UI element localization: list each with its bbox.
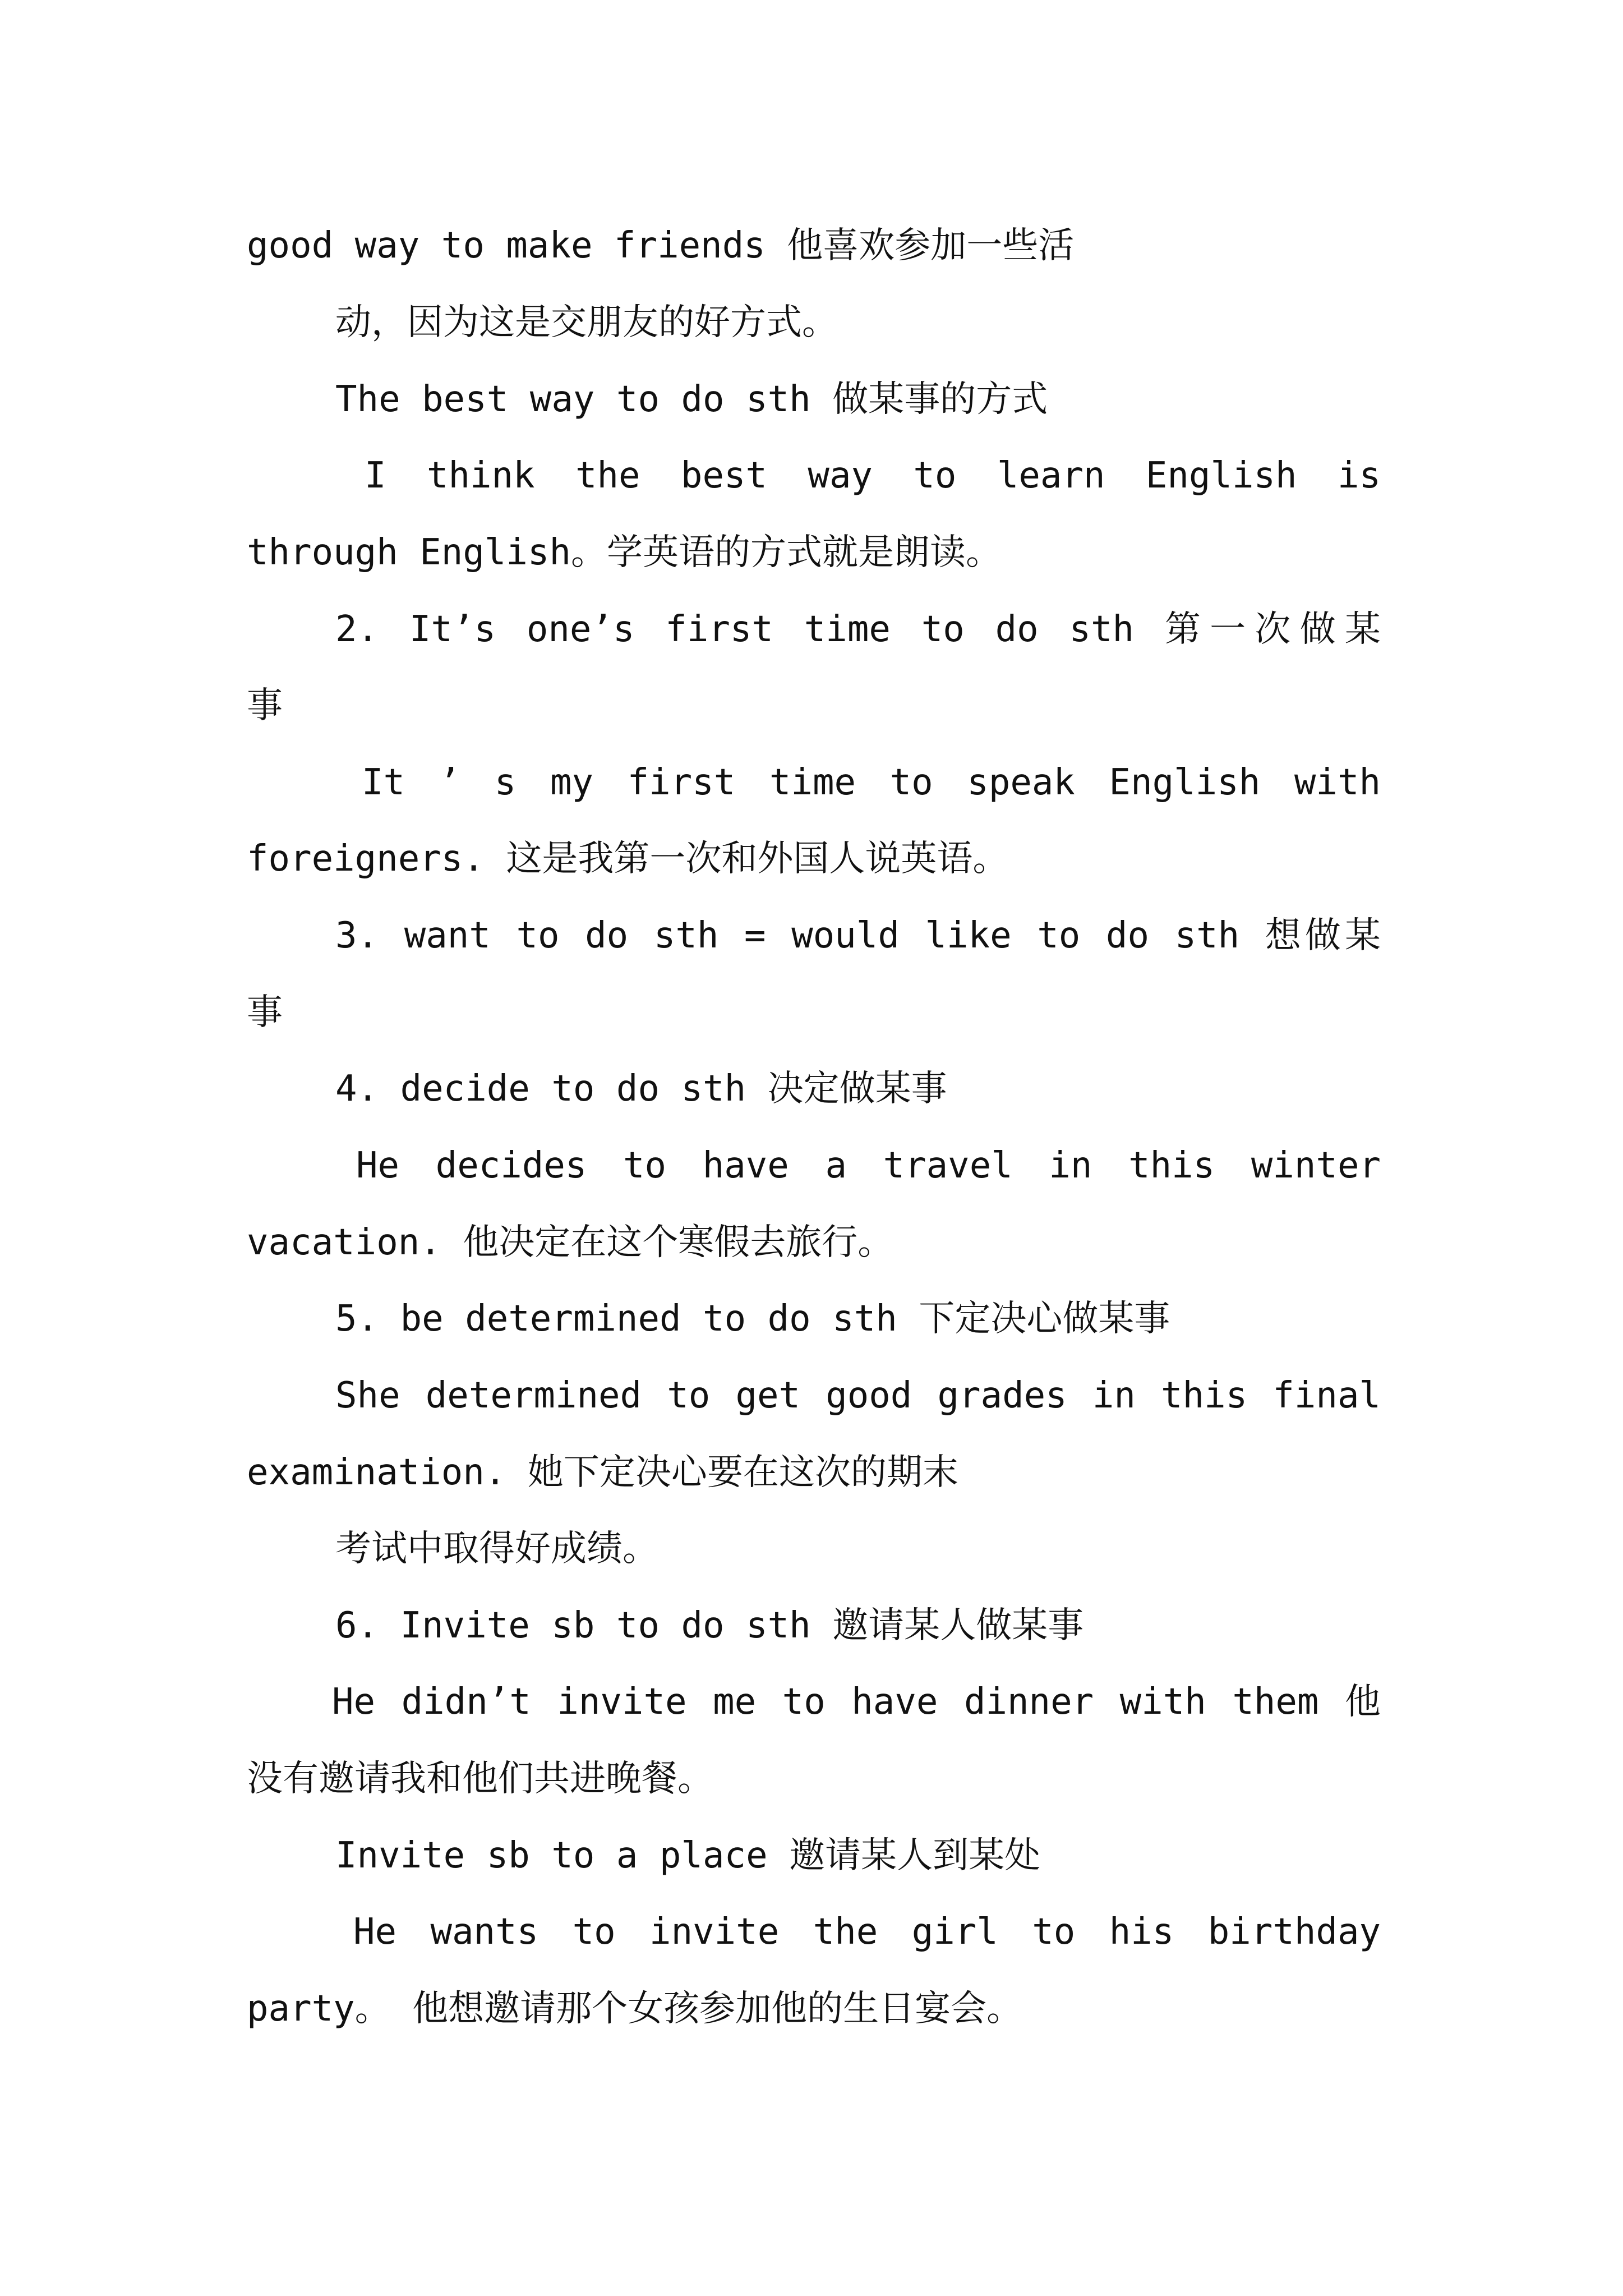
text-line-12: 4. decide to do sth 决定做某事	[335, 1068, 947, 1110]
text-line-5: through English。学英语的方式就是朗读。	[247, 532, 1002, 573]
text-line-2: 动，因为这是交朋友的好方式。	[335, 302, 838, 343]
text-line-10: 3. want to do sth = would like to do sth 想做某	[335, 915, 1381, 956]
text-line-4: I think the best way to learn English is	[365, 455, 1381, 496]
text-line-16: She determined to get good grades in this final	[335, 1375, 1381, 1416]
text-line-23: He wants to invite the girl to his birthday	[353, 1911, 1381, 1953]
text-line-22: Invite sb to a place 邀请某人到某处	[335, 1835, 1041, 1876]
text-line-1: good way to make friends 他喜欢参加一些活	[247, 225, 1075, 266]
text-line-17: examination. 她下定决心要在这次的期末	[247, 1452, 958, 1493]
text-line-24: party。 他想邀请那个女孩参加他的生日宴会。	[247, 1988, 1023, 2030]
text-line-9: foreigners. 这是我第一次和外国人说英语。	[247, 838, 1009, 880]
text-line-15: 5. be determined to do sth 下定决心做某事	[335, 1298, 1170, 1340]
text-line-6: 2. It’s one’s first time to do sth 第一次做某	[335, 609, 1381, 650]
text-line-21: 没有邀请我和他们共进晚餐。	[247, 1758, 713, 1800]
text-line-7: 事	[247, 685, 283, 726]
text-line-8: It ’ s my first time to speak English with	[362, 762, 1381, 803]
text-line-14: vacation. 他决定在这个寒假去旅行。	[247, 1222, 894, 1263]
text-line-19: 6. Invite sb to do sth 邀请某人做某事	[335, 1605, 1084, 1646]
text-line-18: 考试中取得好成绩。	[335, 1528, 658, 1570]
text-line-11: 事	[247, 992, 283, 1033]
text-line-3: The best way to do sth 做某事的方式	[335, 379, 1048, 420]
text-line-13: He decides to have a travel in this winter	[356, 1145, 1381, 1186]
text-line-20: He didn’t invite me to have dinner with them 他	[332, 1681, 1381, 1723]
